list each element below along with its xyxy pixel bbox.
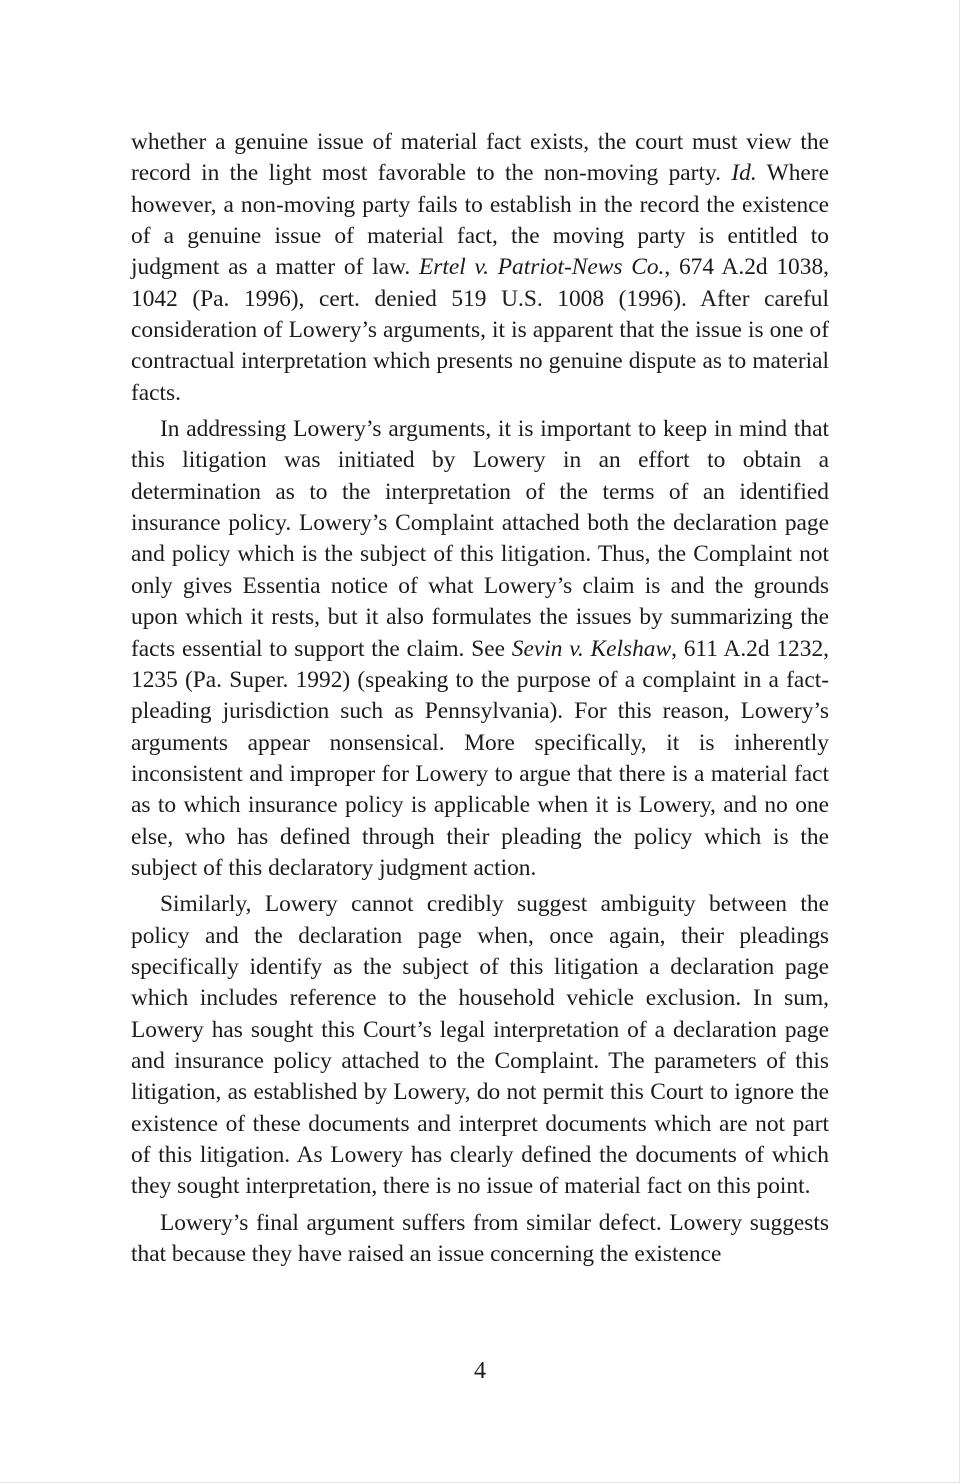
- paragraph-final-argument: [131, 1208, 829, 1271]
- text-run: Where however, a non-moving party fails to establish in the record the existence of a genuine issue of material fact, the moving party is entitled to judgment as a matter of law.: [131, 160, 829, 281]
- page-number: 4: [474, 1358, 486, 1384]
- text-run: In addressing Lowery’s arguments, it is important to keep in mind that this litigation was initiated by Lowery in an effort to obtain a determination as to the interpretation of the terms of an identified insurance policy. Lowery’s Complaint attached both the declaration page and policy which is the subject of this litigation. Thus, the Complaint not only gives Essentia notice of what Lowery’s claim is and the grounds upon which it rests, but it also formulates the issues by summarizing the facts essential to support the claim. See: [131, 416, 829, 662]
- text-run: Similarly, Lowery cannot credibly suggest ambiguity between the policy and the declaration page when, once again, their pleadings specifically identify as the subject of this litigation a declaration page which includes reference to the household vehicle exclusion. In sum, Lowery has sought this Court’s legal interpretation of a declaration page and insurance policy attached to the Complaint. The parameters of this litigation, as established by Lowery, do not permit this Court to ignore the existence of these documents and interpret documents which are not part of this litigation. As Lowery has clearly defined the documents of which they sought interpretation, there is no issue of material fact on this point.: [131, 891, 829, 1200]
- text-run: Lowery’s final argument suffers from similar defect. Lowery suggests that because they have raised an issue concerning the existence: [131, 1209, 829, 1268]
- case-citation-ertel: Ertel v. Patriot-News Co.: [418, 254, 665, 281]
- paragraph-ambiguity: [131, 889, 829, 1202]
- body-text: [131, 127, 829, 1275]
- text-run: , 674 A.2d 1038, 1042 (Pa. 1996), cert. denied 519 U.S. 1008 (1996). After careful consideration of Lowery’s arguments, it is apparent that the issue is one of contractual interpretation which presents no genuine dispute as to material facts.: [131, 254, 829, 406]
- text-run: whether a genuine issue of material fact exists, the court must view the record in the light most favorable to the non-moving party.: [131, 129, 829, 187]
- paragraph-summary-judgment-standard: [131, 127, 829, 409]
- paragraph-lowery-arguments: [131, 414, 829, 884]
- case-citation-sevin: Sevin v. Kelshaw: [511, 635, 672, 662]
- citation-id: Id.: [731, 160, 757, 187]
- text-run: , 611 A.2d 1232, 1235 (Pa. Super. 1992) (speaking to the purpose of a complaint in a fact-pleading jurisdiction such as Pennsylvania). For this reason, Lowery’s arguments appear nonsensical. More specifically, it is inherently inconsistent and improper for Lowery to argue that there is a material fact as to which insurance policy is applicable when it is Lowery, and no one else, who has defined through their pleading the policy which is the subject of this declaratory judgment action.: [131, 635, 829, 881]
